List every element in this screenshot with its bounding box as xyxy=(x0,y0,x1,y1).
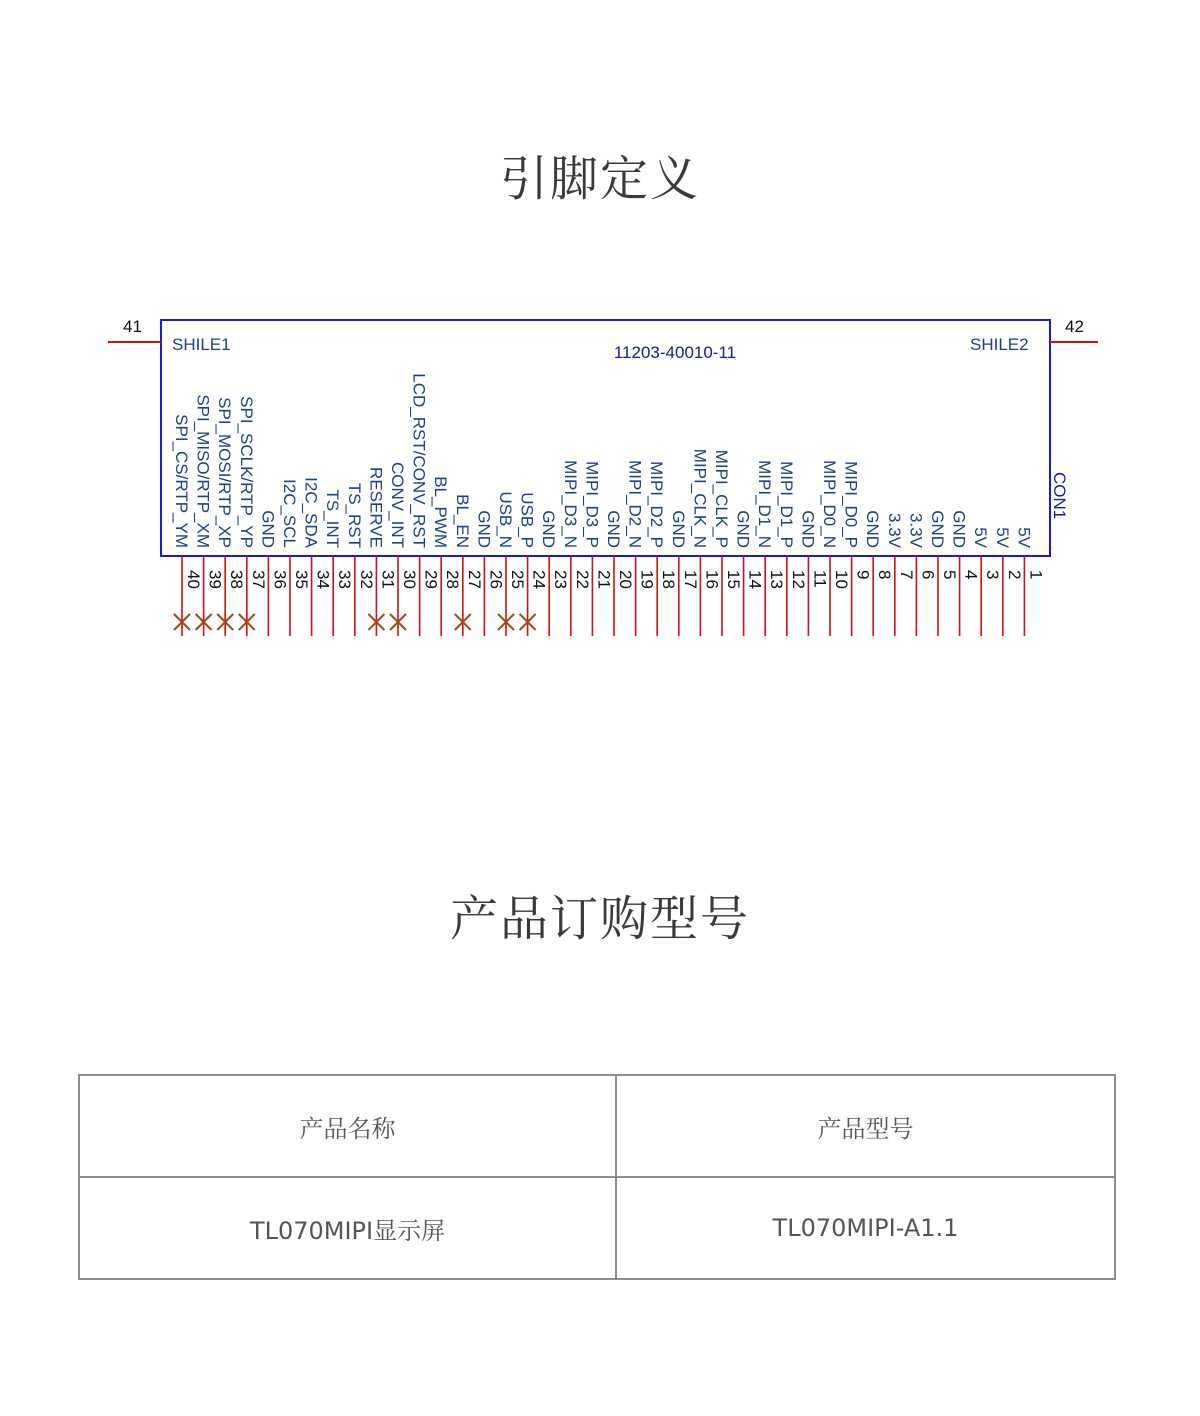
pin-number-label: 1 xyxy=(1026,570,1046,580)
connector-reference: CON1 xyxy=(1050,472,1069,520)
pin-name-label: 3.3V xyxy=(884,513,904,548)
pin-name-label: SPI_CS/RTP_YM xyxy=(172,414,191,548)
pin-name-label: CONV_INT xyxy=(388,462,407,548)
pin-number-label: 30 xyxy=(400,570,419,589)
pin-name-label: GND xyxy=(863,510,883,548)
pin-name-label: GND xyxy=(604,510,623,548)
connector-part-number: 11203-40010-11 xyxy=(613,343,737,362)
pin-name-label: GND xyxy=(539,510,559,548)
pin-number-label: 8 xyxy=(875,570,895,580)
pin-name-label: USB_N xyxy=(496,491,515,548)
pin-name-label: MIPI_D3_N xyxy=(560,460,580,548)
pin-number-label: 36 xyxy=(270,570,290,589)
header-product-name: 产品名称 xyxy=(79,1075,616,1177)
pin-name-label: GND xyxy=(258,510,278,548)
pin-number-label: 37 xyxy=(248,570,268,589)
pin-name-label: BL_EN xyxy=(452,494,472,548)
connector-pinout-diagram xyxy=(0,300,1200,660)
pin-number-label: 39 xyxy=(205,570,225,589)
pin-number-label: 21 xyxy=(594,570,614,589)
shield-left-pin-number: 41 xyxy=(123,317,142,336)
pin-number-label: 13 xyxy=(767,570,787,589)
pin-name-label: BL_PWM xyxy=(431,476,451,548)
pin-number-label: 32 xyxy=(356,570,376,589)
pin-number-label: 5 xyxy=(940,570,959,580)
pin-name-label: MIPI_D2_P xyxy=(647,461,667,548)
pin-name-label: 5V xyxy=(1014,527,1034,548)
pin-number-label: 20 xyxy=(616,570,635,589)
pin-number-label: 40 xyxy=(184,570,203,589)
pin-number-label: 14 xyxy=(745,570,765,589)
shield-right-pin-number: 42 xyxy=(1065,317,1084,336)
table-row xyxy=(79,1177,1115,1279)
pin-name-label: I2C_SCL xyxy=(280,479,299,548)
pin-name-label: MIPI_D0_N xyxy=(820,460,839,548)
pin-name-label: USB_P xyxy=(517,492,537,548)
pin-name-label: LCD_RST/CONV_RST xyxy=(409,373,429,548)
shield-right-label: SHILE2 xyxy=(970,335,1029,354)
pins-group xyxy=(172,373,1045,636)
pin-number-label: 27 xyxy=(464,570,484,589)
pin-number-label: 34 xyxy=(313,570,333,589)
pin-name-label: TS_INT xyxy=(323,489,343,548)
pin-name-label: 3.3V xyxy=(906,513,926,548)
pin-number-label: 28 xyxy=(443,570,463,589)
pin-number-label: 38 xyxy=(227,570,247,589)
cell-product-model: TL070MIPI-A1.1 xyxy=(616,1177,1115,1279)
pin-number-label: 35 xyxy=(292,570,311,589)
pin-name-label: MIPI_D1_P xyxy=(776,461,796,548)
table-header-row xyxy=(79,1075,1115,1177)
pin-number-label: 9 xyxy=(853,570,873,580)
pin-number-label: 31 xyxy=(378,570,398,589)
pin-name-label: 5V xyxy=(971,527,991,548)
ordering-table xyxy=(78,1074,1116,1280)
cell-product-name: TL070MIPI显示屏 xyxy=(79,1177,616,1279)
pin-number-label: 4 xyxy=(961,570,981,580)
pin-number-label: 19 xyxy=(637,570,657,589)
pin-name-label: MIPI_CLK_P xyxy=(712,449,731,548)
pin-name-label: GND xyxy=(949,510,969,548)
pin-number-label: 24 xyxy=(529,570,549,589)
pin-number-label: 29 xyxy=(421,570,441,589)
pin-number-label: 26 xyxy=(486,570,506,589)
pin-name-label: TS_RST xyxy=(344,482,364,548)
pin-name-label: MIPI_D1_N xyxy=(755,460,775,548)
pin-number-label: 17 xyxy=(680,570,700,589)
pin-name-label: MIPI_D0_P xyxy=(841,461,861,548)
pin-number-label: 10 xyxy=(832,570,851,589)
pin-number-label: 3 xyxy=(983,570,1003,580)
pin-name-label: GND xyxy=(474,510,494,548)
pin-name-label: GND xyxy=(733,510,753,548)
pin-number-label: 12 xyxy=(788,570,808,589)
pin-name-label: GND xyxy=(928,510,947,548)
pin-name-label: 5V xyxy=(992,527,1012,548)
pin-name-label: MIPI_D2_N xyxy=(625,460,645,548)
pin-number-label: 15 xyxy=(724,570,743,589)
pin-number-label: 23 xyxy=(551,570,571,589)
pin-number-label: 18 xyxy=(659,570,679,589)
pin-number-label: 25 xyxy=(508,570,527,589)
pin-number-label: 33 xyxy=(335,570,355,589)
pin-number-label: 7 xyxy=(896,570,916,580)
pin-name-label: RESERVE xyxy=(366,467,386,548)
pin-name-label: GND xyxy=(798,510,818,548)
pin-number-label: 22 xyxy=(572,570,592,589)
pin-number-label: 6 xyxy=(918,570,938,580)
pin-name-label: MIPI_D3_P xyxy=(582,461,602,548)
pin-number-label: 2 xyxy=(1004,570,1024,580)
pin-definition-title: 引脚定义 xyxy=(499,151,700,207)
pin-name-label: GND xyxy=(668,510,688,548)
pin-name-label: I2C_SDA xyxy=(301,477,321,548)
ordering-title: 产品订购型号 xyxy=(449,891,750,947)
header-product-model: 产品型号 xyxy=(616,1075,1115,1177)
shield-left-label: SHILE1 xyxy=(172,335,231,354)
pin-name-label: MIPI_CLK_N xyxy=(690,448,710,548)
pin-name-label: SPI_SCLK/RTP_YP xyxy=(236,396,256,548)
pin-name-label: SPI_MOSI/RTP_XP xyxy=(215,397,235,548)
pin-number-label: 11 xyxy=(810,570,830,588)
pin-name-label: SPI_MISO/RTP_XM xyxy=(193,394,213,548)
pin-number-label: 16 xyxy=(702,570,722,589)
